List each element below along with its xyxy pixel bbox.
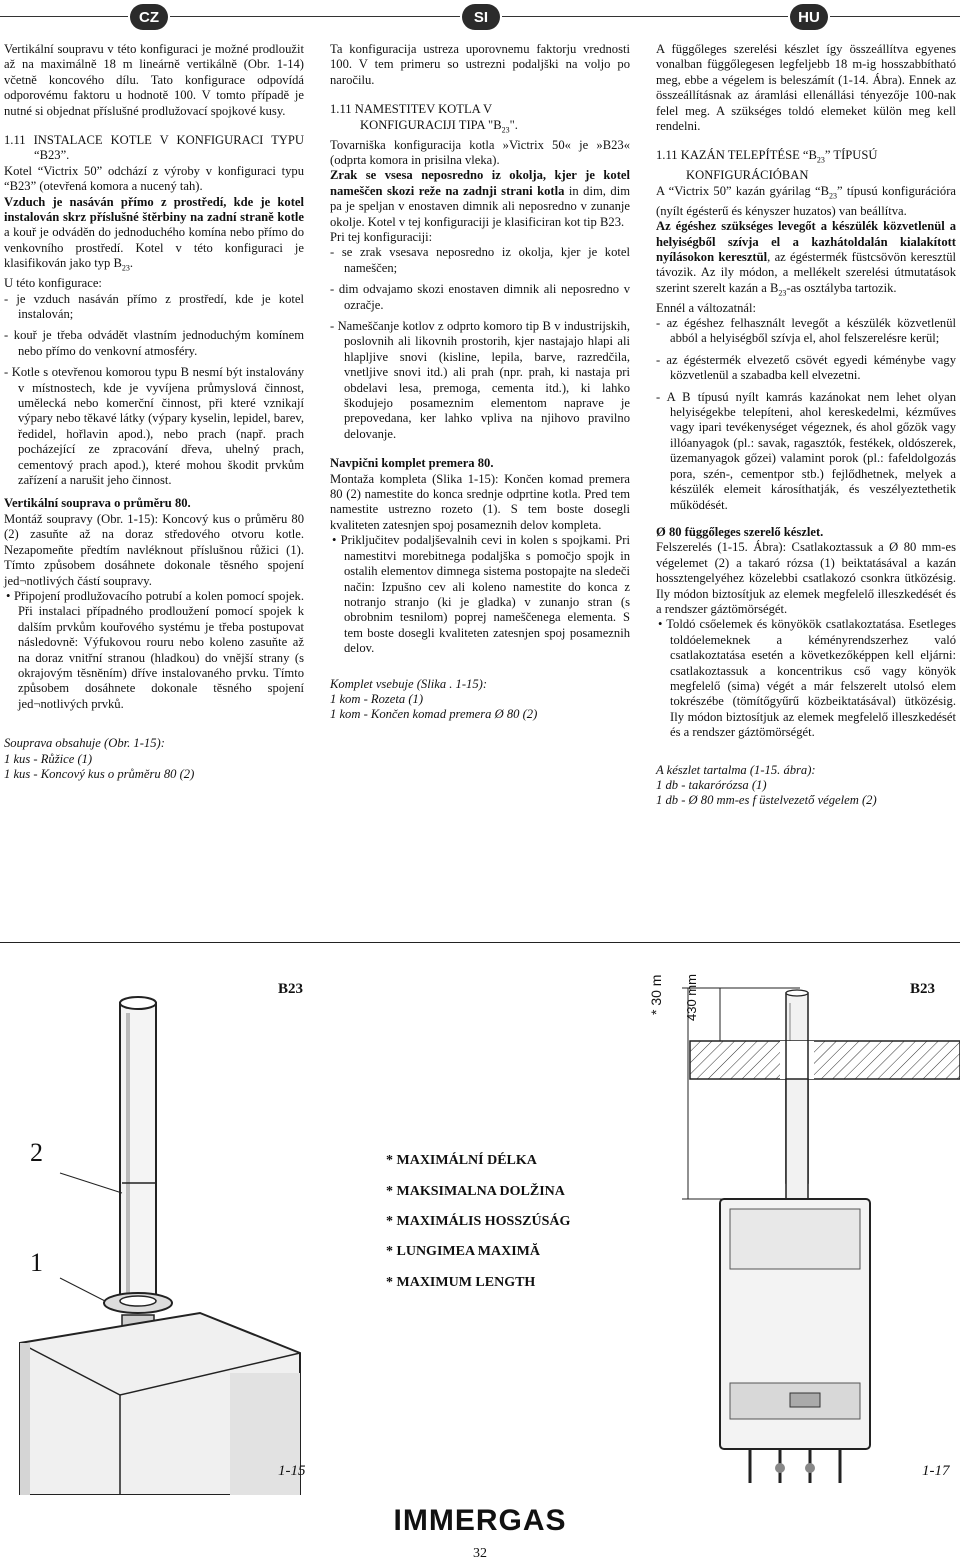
hu-heading-text: 1.11 KAZÁN TELEPÍTÉSE “B <box>656 148 817 163</box>
header-line-left <box>0 16 128 17</box>
si-bullet-1: • Priključitev podaljševalnih cevi in kolen s spojkami. Pri namestitvi morebitnega podaljška s pomočjo spojk in ostalih elementov dimnega sistema postopajte na sledeči način: Izpušno cev ali koleno namestite do konca z notranjo stranjo (ki je gladka) v zunanjo stran (s obrobnim tesnilom) poprej nameščenega elementa. S tem boste dosegli kvaliteten zatesnjen spoj posameznih delov. <box>332 533 630 656</box>
hu-para-3-rest: , az égéstermék füstcsövön keresztül távozik. Az ily módon, a mellékelt szerelési útmutatások szerint szerelt kazán a B <box>656 249 956 295</box>
lang-tab-si: SI <box>462 4 500 30</box>
header-line-mid <box>502 16 788 17</box>
si-para-3 <box>330 168 630 230</box>
max-length-en: * MAXIMUM LENGTH <box>386 1275 536 1290</box>
max-length-hu: * MAXIMÁLIS HOSSZÚSÁG <box>386 1214 571 1229</box>
cz-dash-1: - je vzduch nasáván přímo z prostředí, kde je kotel instalován; <box>4 291 304 322</box>
cz-dash-3: - Kotle s otevřenou komorou typu B nesmí být instalovány v místnostech, kde je vyvíjena průmyslová činnost, umělecká nebo komerční činnost, při které vznikají výpary nebo těkavé látky (výpary kyselin, lepidel, barev, ředidel, hořlavin apod.), nebo prach (např. prach pocházející ze zpracování dřeva, uhelný prach, cementový prach apod.), které mohou škodit prvkům zařízení a narušit jeho činnost. <box>4 365 304 488</box>
cz-para-2: Kotel “Victrix 50” odchází z výroby v konfiguraci typu “B23” (otevřená komora a nucený tah). <box>4 163 304 194</box>
cz-dash-2: - kouř je třeba odvádět vlastním jednoduchým komínem nebo přímo do venkovní atmosféry. <box>4 328 304 358</box>
hu-dash-2: - az égéstermék elvezető csövét egyedi kéménybe vagy közvetlenül a szabadba kell elvezetni. <box>656 352 956 383</box>
figure-1-15 <box>0 943 320 1495</box>
page-number: 32 <box>473 1546 487 1561</box>
lang-tab-cz: CZ <box>130 4 168 30</box>
cz-para-3 <box>4 195 304 277</box>
si-para-3-rest: in dim, dim pa je speljan v enostaven dimnik ali neposredno v zunanje okolje. Kotel v tej konfiguraciji je klasificiran kot tip B23. <box>330 183 630 229</box>
hu-dash-3: - A B típusú nyílt kamrás kazánokat nem lehet olyan helyiségekbe telepíteni, ahol kereskedelmi, kézműves vagy ipari tevékenységet végeznek, és ahol gőzök vagy illóanyagok (pl.: savak, ragasztók, festékek, oldószerek, üzemanyagok gőzei) valamint porok (pl.: fafeldolgozás pora, szén-, cementpor stb.) fejlődhetnek, melyek a készülék elemeit károsíthatják, és veszélyeztethetik működését. <box>656 389 956 512</box>
max-length-cz: * MAXIMÁLNÍ DÉLKA <box>386 1153 537 1168</box>
cz-kit-item-2: 1 kus - Koncový kus o průměru 80 (2) <box>4 766 195 781</box>
dimension-30m: * 30 m <box>648 974 664 1015</box>
hu-heading-sub: 23 <box>816 155 825 165</box>
column-hu <box>656 42 956 809</box>
si-heading-text: KONFIGURACIJI TIPA "B <box>360 117 502 132</box>
cz-para-5: Montáž soupravy (Obr. 1-15): Koncový kus o průměru 80 (2) zasuňte až na doraz středového otvoru kotle. Nezapomeňte předtím navléknout příslušnou růžici (1). Tímto způsobem dosáhnete dokonale těsného spojení jed¬notlivých částí soupravy. <box>4 511 304 588</box>
lang-tab-hu: HU <box>790 4 828 30</box>
header-line-right <box>830 16 960 17</box>
hu-kit-item-2: 1 db - Ø 80 mm-es f üstelvezető végelem (2) <box>656 793 877 808</box>
hu-para-3 <box>656 219 956 301</box>
cz-para-3-end: . <box>129 256 134 271</box>
si-heading-line-2 <box>330 118 630 138</box>
hu-heading-line-2: KONFIGURÁCIÓBAN <box>686 168 809 183</box>
si-heading-line-1: 1.11 NAMESTITEV KOTLA V <box>330 102 493 117</box>
right-figure-id: 1-17 <box>922 1463 950 1479</box>
hu-heading-text-2: ” TÍPUSÚ <box>824 148 878 163</box>
right-figure-type-label: B23 <box>910 981 936 997</box>
immergas-logo: IMMERGAS <box>393 1504 567 1537</box>
hu-intro: A függőleges szerelési készlet így összeállítva egyenes vonalban függőlegesen legfeljebb 18 m-ig hosszabbítható meg, ebbe a végelem is beleszámít (1-14. Ábra). Ennek az összeállításnak az áramlási ellenállási tényezője 100-nak felel meg. A szükséges toldó elemeket külön meg kell rendelni. <box>656 42 956 134</box>
column-si <box>330 42 630 723</box>
callout-2: 2 <box>30 1138 43 1167</box>
hu-kit-title: A készlet tartalma (1-15. ábra): <box>656 762 816 777</box>
hu-para-5: Felszerelés (1-15. Ábra): Csatlakoztassuk a Ø 80 mm-es végelemet (2) a takaró rózsa (1) beiktatásával a kazán hossztengelyéhez közelebbi csatlakozó csonkra ütközésig. Ily módon biztosítjuk az elemek megfelelő illeszkedését és a rendszer gáztömörségét. <box>656 540 956 616</box>
hu-kit-item-1: 1 db - takarórózsa (1) <box>656 778 767 793</box>
si-dash-1: - se zrak vsesava neposredno iz okolja, kjer je kotel nameščen; <box>330 245 630 275</box>
dimension-430mm: 430 mm <box>684 974 699 1021</box>
cz-para-3-sub: 23 <box>121 263 130 273</box>
max-length-ro: * LUNGIMEA MAXIMĂ <box>386 1244 540 1259</box>
cz-bullet-1: • Připojení prodlužovacího potrubí a kolen pomocí spojek. Při instalaci případného prodloužení pomocí spojek k dalším prvkům kouřového systému je třeba postupovat následovně: Výfukovou rouru nebo koleno zasuňte až na doraz vnitřní stranou (hladkou) do vnější strany (s okrajovým těsněním) dříve instalovaného prvku. Tímto způsobem dosáhnete dokonale těsného spojení jed¬notlivých prvků. <box>6 588 304 711</box>
cz-para-3-bold: Vzduch je nasáván přímo z prostředí, kde je kotel instalován skrz příslušné štěrbiny na zadní straně kotle <box>4 194 304 225</box>
hu-para-2-b: ” típusú konfigurációra (nyílt égésterű és kényszer huzatos) van beállítva. <box>656 183 957 218</box>
hu-dash-1: - az égéshez felhasznált levegőt a készülék közvetlenül abból a helyiségből szívja el, ahol felszerelésre kerül; <box>656 316 956 346</box>
cz-intro: Vertikální soupravu v této konfiguraci je možné prodloužit až na maximálně 18 m lineárně vertikálně (Obr. 1-14) včetně koncového dílu. Tato konfigurace odpovídá odporovému faktoru u hodnotě 100. V tomto případě je nutné si objednat příslušné prodlužovací spojkové kusy. <box>4 42 304 118</box>
si-kit-item-1: 1 kom - Rozeta (1) <box>330 691 424 706</box>
hu-subheading: Ø 80 függőleges szerelő készlet. <box>656 524 824 539</box>
hu-heading-line-1 <box>656 148 956 168</box>
cz-kit-item-1: 1 kus - Růžice (1) <box>4 751 93 766</box>
si-para-3-bold: Zrak se vsesa neposredno iz okolja, kjer je kotel nameščen skozi reže na zadnji strani kotla <box>330 168 630 198</box>
cz-kit-title: Souprava obsahuje (Obr. 1-15): <box>4 736 165 751</box>
boiler-flue-drawing-left <box>0 943 320 1495</box>
hu-para-2 <box>656 184 956 219</box>
figure-1-17 <box>640 943 960 1495</box>
header-line-left-b <box>170 16 460 17</box>
cz-para-4: U této konfigurace: <box>4 276 102 291</box>
hu-para-3-sub: 23 <box>778 288 787 298</box>
max-length-si: * MAKSIMALNA DOLŽINA <box>386 1184 565 1199</box>
cz-para-3-rest: a kouř je odváděn do jednoduchého komína nebo přímo do venkovního prostředí. Kotel v této konfiguraci je klasifikován jako typ B <box>4 225 304 271</box>
si-para-4: Pri tej konfiguraciji: <box>330 229 433 244</box>
si-kit-title: Komplet vsebuje (Slika . 1-15): <box>330 676 488 691</box>
hu-bullet-1: • Toldó csőelemek és könyökök csatlakoztatása. Esetleges toldóelemeknek a kéményrendszerhez való csatlakoztatása esetén a következőképpen kell eljárni: csatlakoztassuk a koncentrikus cső vagy könyök megfelelő (sima) végét a már felszerelt utolsó elem tokrészébe (tömítőgyűrű közbeiktatásával) ütközésig. Ily módon biztosítjuk az elemek megfelelő illeszkedését és a rendszer gáztömörségét. <box>658 617 956 740</box>
si-heading-sub: 23 <box>501 125 510 135</box>
si-heading-end: ". <box>509 117 518 132</box>
si-kit-item-2: 1 kom - Končen komad premera Ø 80 (2) <box>330 707 538 722</box>
si-subheading: Navpični komplet premera 80. <box>330 456 494 471</box>
column-cz <box>4 42 304 782</box>
cz-heading: 1.11 INSTALACE KOTLE V KONFIGURACI TYPU “B23”. <box>4 133 304 163</box>
si-dash-2: - dim odvajamo skozi enostaven dimnik ali neposredno v ozračje. <box>330 282 630 312</box>
hu-para-2-sub: 23 <box>828 191 837 201</box>
hu-para-3-end: -as osztályba tartozik. <box>786 280 897 295</box>
cz-subheading: Vertikální souprava o průměru 80. <box>4 496 191 511</box>
left-figure-id: 1-15 <box>278 1463 306 1479</box>
hu-para-4: Ennél a változatnál: <box>656 300 757 315</box>
si-dash-3: - Nameščanje kotlov z odprto komoro tip B v industrijskih, poslovnih ali likovnih prostorih, kjer nastajajo hlapi ali hlapljive snovi (kisline, lepila, barve, razredčila, vnetljive snovi itd.) ali prah (npr. prah, ki nastaja pri obdelavi lesa, premoga, cementa itd.), ki lahko škodujejo posameznim elementom naprave je prepovedana, ker lahko vpliva na njihovo pravilno delovanje. <box>330 319 630 441</box>
si-para-5: Montaža kompleta (Slika 1-15): Končen komad premera 80 (2) namestite do konca srednje odprtine kotla. Pred tem namestite ustrezno rozeto (1). S tem boste dosegli kvaliteten zatesnjen spoj posameznih delov kompleta. <box>330 471 630 532</box>
callout-1: 1 <box>30 1248 43 1277</box>
hu-para-2-a: A “Victrix 50” kazán gyárilag “B <box>656 183 829 198</box>
boiler-flue-drawing-right <box>640 943 960 1495</box>
si-para-2: Tovarniška konfiguracija kotla »Victrix 50« je »B23« (odprta komora in prisilna vleka). <box>330 137 630 167</box>
si-intro: Ta konfiguracija ustreza uporovnemu faktorju vrednosti 100. V tem primeru so ustrezni podaljški na voljo po naročilu. <box>330 42 630 87</box>
left-figure-type-label: B23 <box>278 981 304 997</box>
hu-para-3-bold: Az égéshez szükséges levegőt a készülék közvetlenül a helyiségből szívja el a kazhátoldalán kialakított nyílásokon keresztül <box>656 219 956 264</box>
